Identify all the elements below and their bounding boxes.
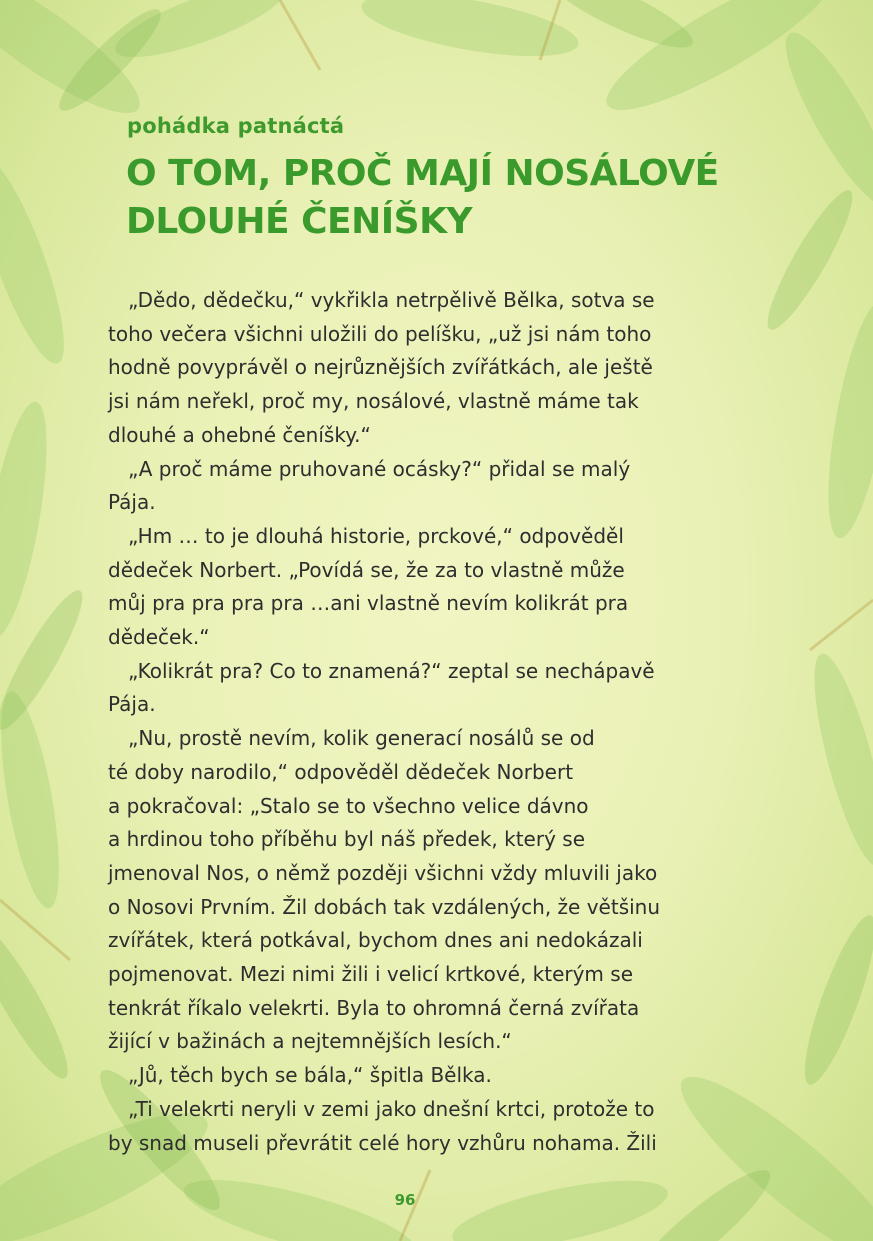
text-line: té doby narodilo,“ odpověděl dědeček Norbert (108, 759, 574, 784)
story-text (108, 284, 708, 1160)
text-line: tenkrát říkalo velekrti. Byla to ohromná černá zvířata (108, 995, 640, 1020)
text-line: dlouhé a ohebné čeníšky.“ (108, 422, 371, 447)
text-line: zvířátek, která potkával, bychom dnes ani nedokázali (108, 928, 643, 953)
text-line: jsi nám neřekl, proč my, nosálové, vlastně máme tak (108, 389, 639, 414)
text-line: „Jů, těch bych se bála,“ špitla Bělka. (128, 1063, 492, 1088)
chapter-title (126, 150, 786, 246)
text-line: „Hm … to je dlouhá historie, prckové,“ odpověděl (128, 523, 624, 548)
text-line: dědeček.“ (108, 625, 210, 650)
text-line: a pokračoval: „Stalo se to všechno velice dávno (108, 793, 589, 818)
text-line: „Kolikrát pra? Co to znamená?“ zeptal se nechápavě (128, 658, 655, 683)
text-line: „A proč máme pruhované ocásky?“ přidal se malý (128, 456, 631, 481)
text-line: Pája. (108, 692, 156, 717)
text-line: „Nu, prostě nevím, kolik generací nosálů se od (128, 726, 595, 751)
text-line: „Dědo, dědečku,“ vykřikla netrpělivě Bělka, sotva se (128, 288, 655, 312)
text-line: Pája. (108, 490, 156, 515)
page-number: 96 (394, 1191, 416, 1209)
text-line: dědeček Norbert. „Povídá se, že za to vlastně může (108, 557, 625, 582)
text-line: a hrdinou toho příběhu byl náš předek, který se (108, 827, 585, 852)
text-line: můj pra pra pra pra …ani vlastně nevím kolikrát pra (108, 591, 629, 616)
text-line: hodně povyprávěl o nejrůznějších zvířátkách, ale ještě (108, 355, 653, 380)
text-line: by snad museli převrátit celé hory vzhůru nohama. Žili (108, 1130, 657, 1155)
text-line: pojmenovat. Mezi nimi žili i velicí krtkové, kterým se (108, 962, 633, 987)
chapter-subtitle: pohádka patnáctá (127, 114, 345, 138)
text-line: žijící v bažinách a nejtemnějších lesích.“ (108, 1029, 512, 1054)
text-line: o Nosovi Prvním. Žil dobách tak vzdálených, že většinu (108, 894, 661, 919)
chapter-title-line: DLOUHÉ ČENÍŠKY (126, 201, 473, 242)
text-line: toho večera všichni uložili do pelíšku, „už jsi nám toho (108, 321, 652, 346)
chapter-title-line: O TOM, PROČ MAJÍ NOSÁLOVÉ (126, 153, 719, 194)
text-line: jmenoval Nos, o němž později všichni vždy mluvili jako (108, 860, 658, 885)
text-line: „Ti velekrti neryli v zemi jako dnešní krtci, protože to (128, 1096, 655, 1121)
